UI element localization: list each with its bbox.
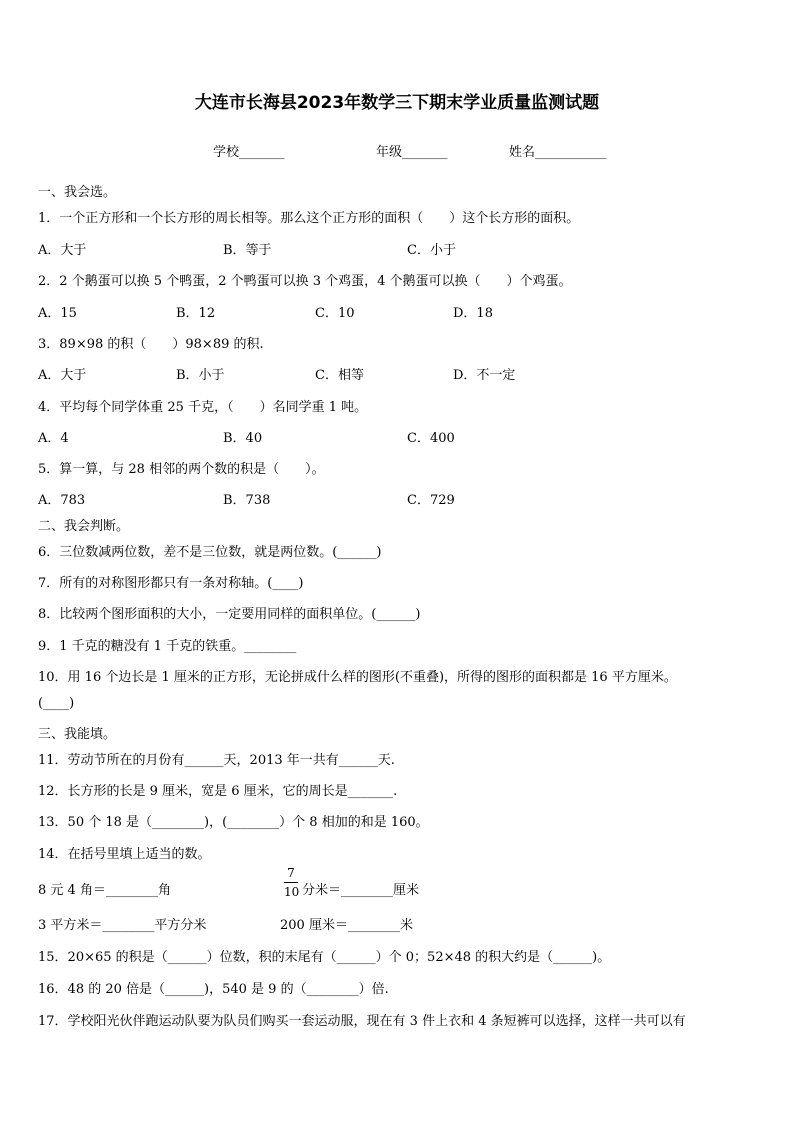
q2-option-a[interactable]: A．15 bbox=[38, 306, 77, 321]
q5-option-b[interactable]: B．738 bbox=[223, 493, 271, 508]
question-5: 5．算一算，与 28 相邻的两个数的积是（ ）。 bbox=[38, 462, 325, 477]
q5-option-a[interactable]: A．783 bbox=[38, 493, 86, 508]
q14-item-d[interactable]: 200 厘米＝________米 bbox=[280, 918, 413, 933]
q5-option-c[interactable]: C．729 bbox=[407, 493, 455, 508]
q3-option-a[interactable]: A．大于 bbox=[38, 368, 87, 383]
q3-option-b[interactable]: B．小于 bbox=[176, 368, 225, 383]
question-17: 17．学校阳光伙伴跑运动队要为队员们购买一套运动服，现在有 3 件上衣和 4 条短裤可以选择，这样一共可以有 bbox=[38, 1014, 686, 1029]
q4-option-b[interactable]: B．40 bbox=[223, 431, 263, 446]
question-14: 14．在括号里填上适当的数。 bbox=[38, 847, 211, 862]
question-6[interactable]: 6．三位数减两位数，差不是三位数，就是两位数。(______) bbox=[38, 545, 382, 560]
fraction-numerator: 7 bbox=[287, 866, 295, 880]
question-2: 2．2 个鹅蛋可以换 5 个鸭蛋，2 个鸭蛋可以换 3 个鸡蛋，4 个鹅蛋可以换（ ）个鸡蛋。 bbox=[38, 274, 572, 289]
question-8[interactable]: 8．比较两个图形面积的大小，一定要用同样的面积单位。(______) bbox=[38, 607, 421, 622]
question-9[interactable]: 9．1 千克的糖没有 1 千克的铁重。________ bbox=[38, 639, 297, 654]
fraction-denominator: 10 bbox=[284, 885, 300, 899]
question-13[interactable]: 13．50 个 18 是（________)，(________）个 8 相加的和是 160。 bbox=[38, 815, 429, 830]
question-15[interactable]: 15．20×65 的积是（______）位数，积的末尾有（______）个 0；52×48 的积大约是（______)。 bbox=[38, 950, 611, 965]
section-2-heading: 二、我会判断。 bbox=[38, 519, 130, 534]
q1-option-a[interactable]: A．大于 bbox=[38, 243, 87, 258]
q2-option-b[interactable]: B．12 bbox=[176, 306, 216, 321]
q14-item-b[interactable]: 分米＝________厘米 bbox=[302, 883, 420, 898]
q3-option-c[interactable]: C．相等 bbox=[315, 368, 364, 383]
school-field[interactable]: 学校_______ bbox=[213, 145, 285, 160]
question-11[interactable]: 11．劳动节所在的月份有______天，2013 年一共有______天. bbox=[38, 753, 395, 768]
q14-item-a[interactable]: 8 元 4 角＝________角 bbox=[38, 883, 171, 898]
grade-field[interactable]: 年级_______ bbox=[376, 145, 448, 160]
section-3-heading: 三、我能填。 bbox=[38, 727, 117, 742]
q14-fraction bbox=[284, 866, 298, 899]
q3-option-d[interactable]: D．不一定 bbox=[453, 368, 516, 383]
question-3: 3．89×98 的积（ ）98×89 的积. bbox=[38, 337, 264, 352]
question-10-answer[interactable]: (____) bbox=[38, 696, 75, 711]
name-field[interactable]: 姓名___________ bbox=[509, 145, 607, 160]
question-1: 1．一个正方形和一个长方形的周长相等。那么这个正方形的面积（ ）这个长方形的面积。 bbox=[38, 211, 580, 226]
question-10: 10．用 16 个边长是 1 厘米的正方形，无论拼成什么样的图形(不重叠)，所得的图形的面积都是 16 平方厘米。 bbox=[38, 670, 677, 685]
question-16[interactable]: 16．48 的 20 倍是（______)，540 是 9 的（________）倍. bbox=[38, 982, 389, 997]
q1-option-b[interactable]: B．等于 bbox=[223, 243, 272, 258]
q2-option-c[interactable]: C．10 bbox=[315, 306, 355, 321]
page-title: 大连市长海县2023年数学三下期末学业质量监测试题 bbox=[194, 93, 600, 113]
question-12[interactable]: 12．长方形的长是 9 厘米，宽是 6 厘米，它的周长是_______. bbox=[38, 784, 398, 799]
question-4: 4．平均每个同学体重 25 千克，（ ）名同学重 1 吨。 bbox=[38, 400, 368, 415]
question-7[interactable]: 7．所有的对称图形都只有一条对称轴。(____) bbox=[38, 576, 304, 591]
q14-item-c[interactable]: 3 平方米＝________平方分米 bbox=[38, 918, 207, 933]
section-1-heading: 一、我会选。 bbox=[38, 185, 117, 200]
q4-option-c[interactable]: C．400 bbox=[407, 431, 455, 446]
q4-option-a[interactable]: A．4 bbox=[38, 431, 69, 446]
q1-option-c[interactable]: C．小于 bbox=[407, 243, 456, 258]
fraction-bar bbox=[284, 882, 298, 883]
q2-option-d[interactable]: D．18 bbox=[453, 306, 493, 321]
